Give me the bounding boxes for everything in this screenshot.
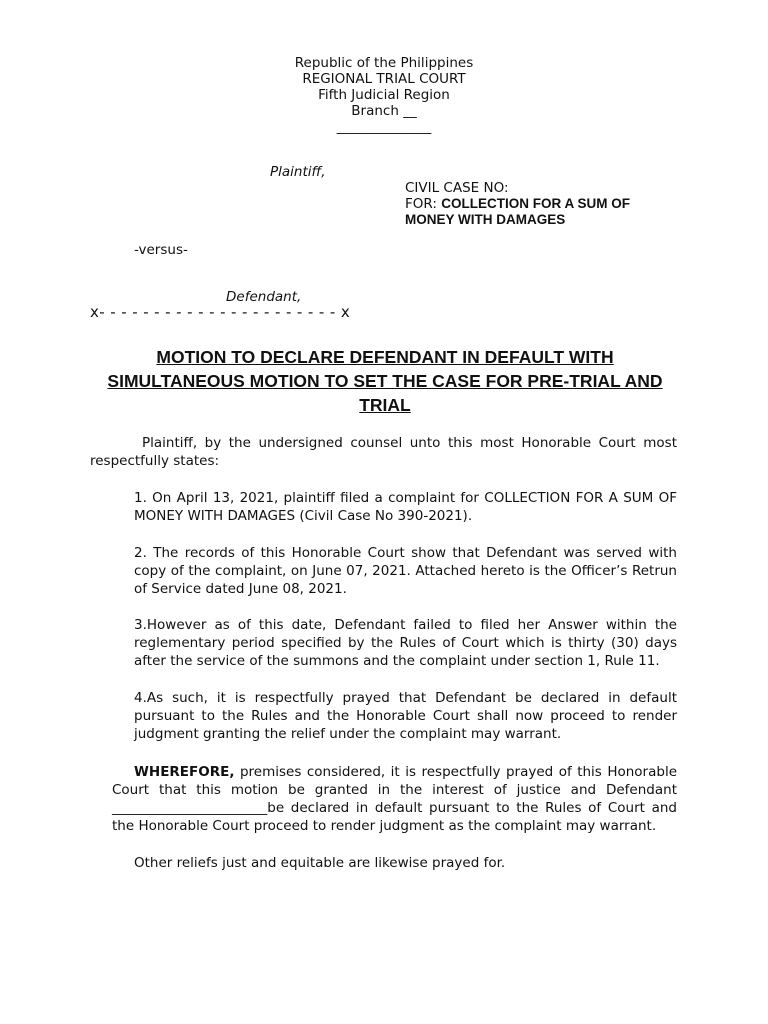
- wherefore-label: WHEREFORE,: [134, 764, 235, 780]
- court-header: [0, 55, 768, 135]
- motion-title: MOTION TO DECLARE DEFENDANT IN DEFAULT WITH SIMULTANEOUS MOTION TO SET THE CASE FOR PRE-TRIAL AND TRIAL: [107, 347, 663, 415]
- case-for-label: FOR:: [405, 196, 442, 212]
- case-info: [405, 180, 705, 228]
- header-court: REGIONAL TRIAL COURT: [302, 71, 466, 87]
- versus-label: -versus-: [134, 242, 188, 258]
- paragraph-1: 1. On April 13, 2021, plaintiff filed a complaint for COLLECTION FOR A SUM OF MONEY WITH DAMAGES (Civil Case No 390-2021).: [134, 490, 677, 524]
- paragraph-3: 3.However as of this date, Defendant failed to filed her Answer within the reglementary period specified by the Rules of Court which is thirty (30) days after the service of the summons and the complaint under section 1, Rule 11.: [134, 617, 677, 669]
- intro-paragraph: Plaintiff, by the undersigned counsel unto this most Honorable Court most respectfully states:: [90, 435, 677, 469]
- case-for-value-line1: COLLECTION FOR A SUM OF: [441, 196, 630, 211]
- plaintiff-label: Plaintiff,: [270, 164, 326, 180]
- header-republic: Republic of the Philippines: [294, 55, 474, 71]
- other-reliefs-paragraph: Other reliefs just and equitable are likewise prayed for.: [134, 855, 506, 871]
- header-branch: Branch __: [351, 103, 417, 119]
- paragraph-4: 4.As such, it is respectfully prayed that Defendant be declared in default pursuant to the Rules and the Honorable Court shall now proceed to render judgment granting the relief under the complaint may warrant.: [134, 690, 677, 742]
- civil-case-no-label: CIVIL CASE NO:: [405, 180, 509, 196]
- header-blank-line: ______________: [336, 119, 432, 135]
- wherefore-text: premises considered, it is respectfully prayed of this Honorable Court that this motion be granted in the interest of justice and Defendant _______________________be declared in default pursuant to the Rules of Court and the Honorable Court proceed to render judgment as the complaint may warrant.: [112, 764, 677, 834]
- caption-separator: x- - - - - - - - - - - - - - - - - - - - - - x: [90, 303, 351, 321]
- case-for-line: [405, 196, 705, 212]
- defendant-label: Defendant,: [226, 289, 302, 305]
- wherefore-paragraph: [112, 763, 677, 835]
- header-region: Fifth Judicial Region: [318, 87, 450, 103]
- case-for-value-line2: MONEY WITH DAMAGES: [405, 212, 566, 227]
- paragraph-2: 2. The records of this Honorable Court show that Defendant was served with copy of the complaint, on June 07, 2021. Attached hereto is the Officer’s Retrun of Service dated June 08, 2021.: [134, 545, 677, 597]
